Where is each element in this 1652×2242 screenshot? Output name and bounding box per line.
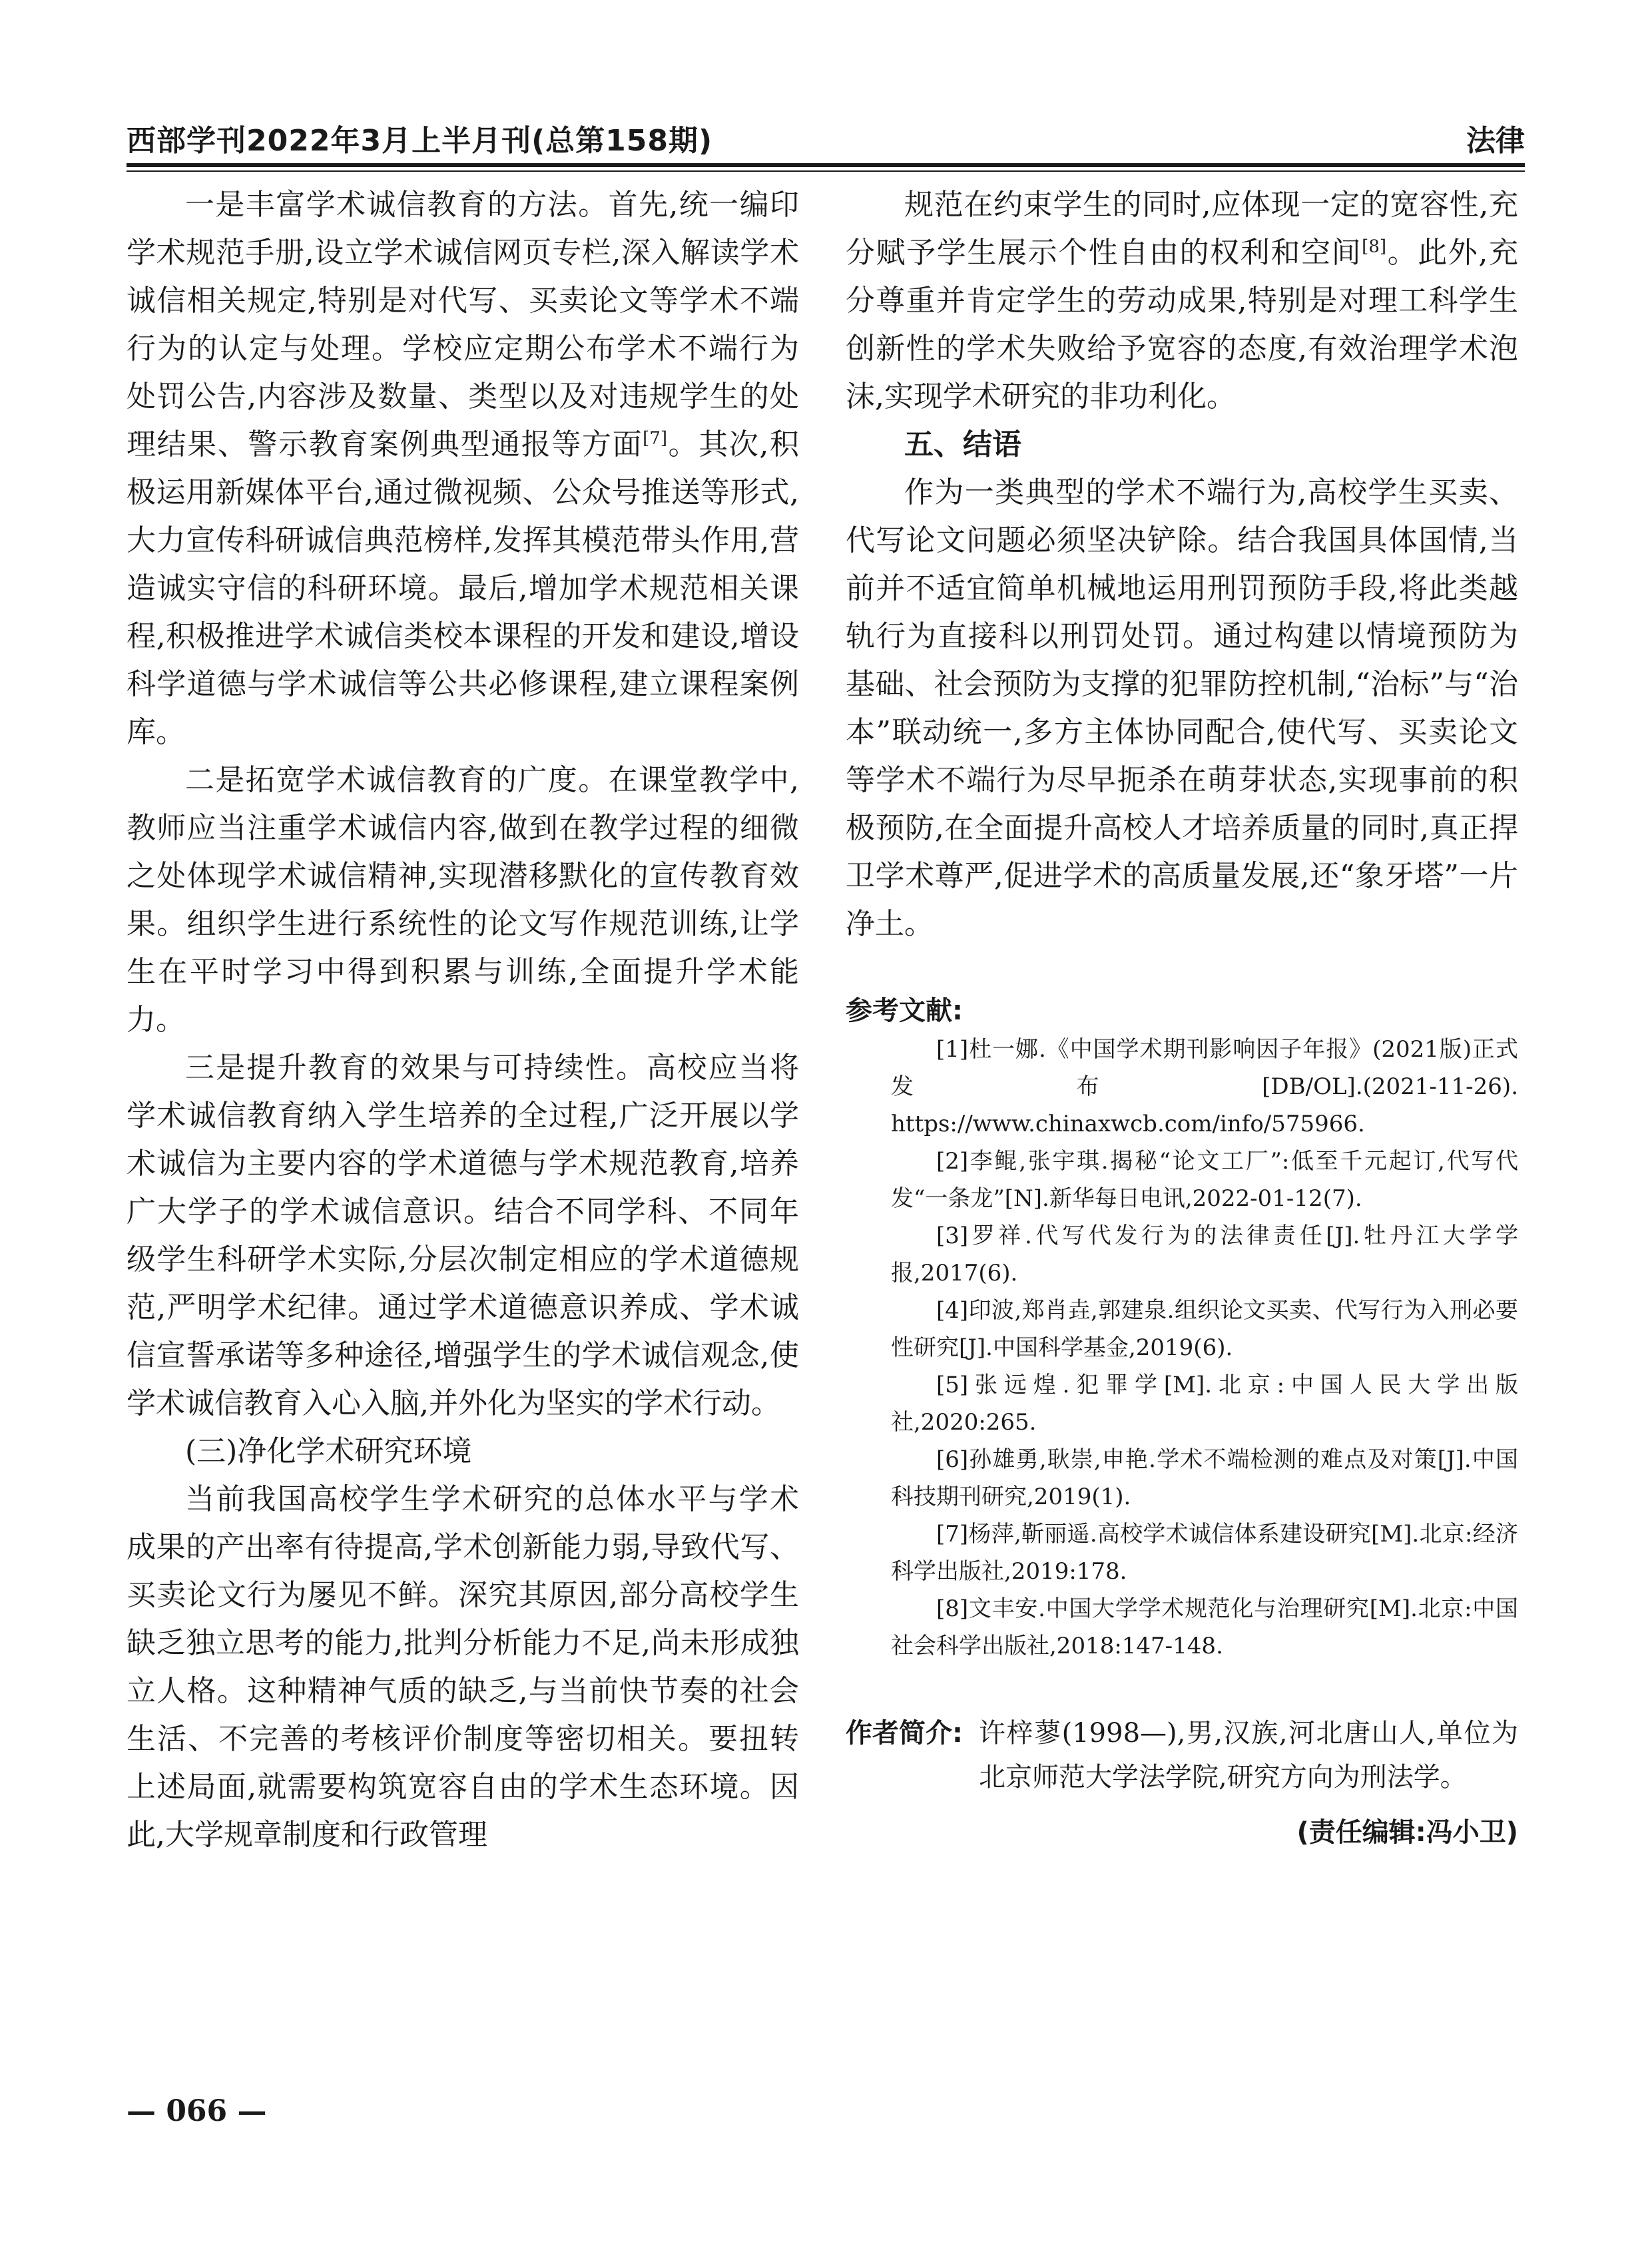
section-label: 法律 <box>1466 124 1525 158</box>
page-number: — 066 — <box>127 2094 267 2128</box>
reference-item: [5]张远煌.犯罪学[M].北京:中国人民大学出版社,2020:265. <box>891 1372 1518 1436</box>
paragraph: 当前我国高校学生学术研究的总体水平与学术成果的产出率有待提高,学术创新能力弱,导致代写、买卖论文行为屡见不鲜。深究其原因,部分高校学生缺乏独立思考的能力,批判分析能力不足,尚未形成独立人格。这种精神气质的缺乏,与当前快节奏的社会生活、不完善的考核评价制度等密切相关。要扭转上述局面,就需要构筑宽容自由的学术生态环境。因此,大学规章制度和行政管理 <box>127 1482 799 1852</box>
reference-item: [1]杜一娜.《中国学术期刊影响因子年报》(2021版)正式发布[DB/OL].(2021-11-26). https://www.chinaxwcb.com/info/575966. <box>891 1036 1518 1137</box>
header-rule-thick <box>127 163 1525 167</box>
author-bio <box>846 1711 1518 1799</box>
citation-marker: [7] <box>643 428 668 449</box>
right-column <box>846 181 1518 1852</box>
subsection-heading: (三)净化学术研究环境 <box>185 1434 472 1468</box>
author-bio-text: 许梓蓼(1998—),男,汉族,河北唐山人,单位为北京师范大学法学院,研究方向为刑法学。 <box>979 1718 1518 1793</box>
citation-marker: [8] <box>1362 236 1387 257</box>
reference-item: [6]孙雄勇,耿崇,申艳.学术不端检测的难点及对策[J].中国科技期刊研究,2019(1). <box>891 1446 1518 1510</box>
running-header <box>127 110 1525 163</box>
reference-item: [3]罗祥.代写代发行为的法律责任[J].牡丹江大学学报,2017(6). <box>891 1223 1518 1286</box>
references-list <box>846 1031 1518 1665</box>
journal-issue: 西部学刊2022年3月上半月刊(总第158期) <box>127 124 713 158</box>
reference-item: [8]文丰安.中国大学学术规范化与治理研究[M].北京:中国社会科学出版社,2018:147-148. <box>891 1595 1518 1659</box>
editor-credit: (责任编辑:冯小卫) <box>1296 1817 1518 1848</box>
paragraph: 规范在约束学生的同时,应体现一定的宽容性,充分赋予学生展示个性自由的权利和空间[8]。此外,充分尊重并肯定学生的劳动成果,特别是对理工科学生创新性的学术失败给予宽容的态度,有效治理学术泡沫,实现学术研究的非功利化。 <box>846 188 1518 414</box>
paragraph: 三是提升教育的效果与可持续性。高校应当将学术诚信教育纳入学生培养的全过程,广泛开展以学术诚信为主要内容的学术道德与学术规范教育,培养广大学子的学术诚信意识。结合不同学科、不同年级学生科研学术实际,分层次制定相应的学术道德规范,严明学术纪律。通过学术道德意识养成、学术诚信宣誓承诺等多种途径,增强学生的学术诚信观念,使学术诚信教育入心入脑,并外化为坚实的学术行动。 <box>127 1051 799 1420</box>
header-rule-thin <box>127 170 1525 172</box>
paragraph: 一是丰富学术诚信教育的方法。首先,统一编印学术规范手册,设立学术诚信网页专栏,深入解读学术诚信相关规定,特别是对代写、买卖论文等学术不端行为的认定与处理。学校应定期公布学术不端行为处罚公告,内容涉及数量、类型以及对违规学生的处理结果、警示教育案例典型通报等方面[7]。其次,积极运用新媒体平台,通过微视频、公众号推送等形式,大力宣传科研诚信典范榜样,发挥其模范带头作用,营造诚实守信的科研环境。最后,增加学术规范相关课程,积极推进学术诚信类校本课程的开发和建设,增设科学道德与学术诚信等公共必修课程,建立课程案例库。 <box>127 188 799 749</box>
reference-item: [2]李鲲,张宇琪.揭秘“论文工厂”:低至千元起订,代写代发“一条龙”[N].新华每日电讯,2022-01-12(7). <box>891 1148 1518 1212</box>
author-bio-label: 作者简介: <box>846 1718 963 1749</box>
paragraph: 二是拓宽学术诚信教育的广度。在课堂教学中,教师应当注重学术诚信内容,做到在教学过程的细微之处体现学术诚信精神,实现潜移默化的宣传教育效果。组织学生进行系统性的论文写作规范训练,让学生在平时学习中得到积累与训练,全面提升学术能力。 <box>127 763 800 1037</box>
section-heading: 五、结语 <box>904 427 1021 461</box>
paragraph: 作为一类典型的学术不端行为,高校学生买卖、代写论文问题必须坚决铲除。结合我国具体国情,当前并不适宜简单机械地运用刑罚预防手段,将此类越轨行为直接科以刑罚处罚。通过构建以情境预防为基础、社会预防为支撑的犯罪防控机制,“治标”与“治本”联动统一,多方主体协同配合,使代写、买卖论文等学术不端行为尽早扼杀在萌芽状态,实现事前的积极预防,在全面提升高校人才培养质量的同时,真正捍卫学术尊严,促进学术的高质量发展,还“象牙塔”一片净土。 <box>846 475 1518 941</box>
left-column <box>127 181 799 1859</box>
reference-item: [4]印波,郑肖垚,郭建泉.组织论文买卖、代写行为入刑必要性研究[J].中国科学基金,2019(6). <box>891 1297 1518 1361</box>
reference-item: [7]杨萍,靳丽遥.高校学术诚信体系建设研究[M].北京:经济科学出版社,2019:178. <box>891 1521 1518 1585</box>
references-title: 参考文献: <box>846 995 963 1026</box>
